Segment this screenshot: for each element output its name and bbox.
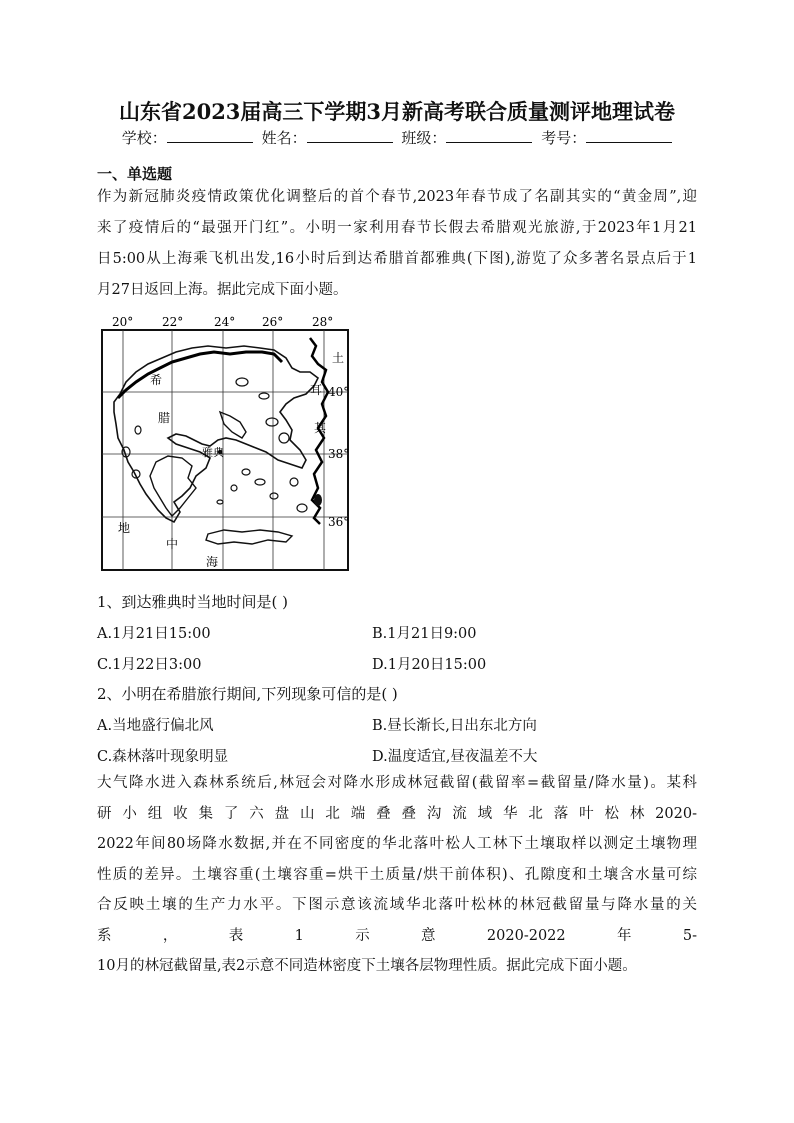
passage-2-line: 合反映土壤的生产力水平。下图示意该流域华北落叶松林的林冠截留量与降水量的关 [97,897,697,913]
q2-option-d[interactable]: D.温度适宜,昼夜温差不大 [372,749,538,765]
passage-1 [97,182,697,306]
student-info-row [0,127,794,148]
q1-option-a[interactable]: A.1月21日15:00 [97,626,211,642]
passage-2-line: 性质的差异。土壤容重(土壤容重=烘干土质量/烘干前体积)、孔隙度和土壤含水量可综 [97,866,697,883]
q2-option-c[interactable]: C.森林落叶现象明显 [97,749,229,765]
school-label: 学校： [121,129,167,147]
passage-2-line: 2022年间80场降水数据,并在不同密度的华北落叶松人工林下土壤取样以测定土壤物理 [97,836,697,852]
place-label: 其 [314,421,327,435]
q1-option-d[interactable]: D.1月20日15:00 [372,657,487,673]
lat-label: 38° [328,447,350,461]
q2-option-a[interactable]: A.当地盛行偏北风 [97,718,214,734]
lon-label: 22° [162,315,184,329]
exam-no-label: 考号： [541,129,587,147]
lat-label: 36° [328,515,350,529]
passage-1-line: 月27日返回上海。据此完成下面小题。 [97,282,348,298]
class-label: 班级： [401,129,447,147]
rhodes [314,494,322,506]
place-label: 腊 [158,411,171,425]
lon-label: 26° [262,315,284,329]
place-label: 希 [150,373,163,387]
passage-2-line: 系，表1示意2020-2022年5- [97,927,697,944]
passage-2-line: 研小组收集了六盘山北端叠叠沟流域华北落叶松林2020- [97,805,697,822]
exam-no-blank[interactable] [586,128,672,143]
lon-label: 24° [214,315,236,329]
q1-option-c[interactable]: C.1月22日3:00 [97,657,202,673]
place-label: 中 [166,537,179,551]
class-blank[interactable] [446,128,532,143]
q1-option-b[interactable]: B.1月21日9:00 [372,626,477,642]
section-title: 一、单选题 [97,165,173,183]
place-label: 耳 [310,383,323,397]
name-label: 姓名： [261,129,307,147]
passage-1-line: 日5:00从上海乘飞机出发,16小时后到达希腊首都雅典(下图),游览了众多著名景点后于1 [97,251,697,267]
place-label: 雅典 [202,446,224,459]
lon-label: 28° [312,315,334,329]
passage-1-line: 来了疫情后的“最强开门红”。小明一家利用春节长假去希腊观光旅游,于2023年1月21 [97,220,697,236]
passage-2 [97,768,697,982]
place-label: 土 [332,351,345,365]
passage-1-line: 作为新冠肺炎疫情政策优化调整后的首个春节,2023年春节成了名副其实的“黄金周”,迎 [97,189,697,205]
passage-2-line: 大气降水进入森林系统后,林冠会对降水形成林冠截留(截留率=截留量/降水量)。某科 [97,775,697,791]
place-label: 地 [118,521,131,535]
exam-title: 山东省2023届高三下学期3月新高考联合质量测评地理试卷 [118,99,676,124]
question-2-stem: 2、小明在希腊旅行期间,下列现象可信的是( ) [97,685,398,703]
school-blank[interactable] [167,128,253,143]
greece-map [96,312,358,574]
place-label: 海 [206,555,219,569]
question-1-stem: 1、到达雅典时当地时间是( ) [97,593,289,611]
lon-label: 20° [112,315,134,329]
passage-2-line: 10月的林冠截留量,表2示意不同造林密度下土壤各层物理性质。据此完成下面小题。 [97,958,637,974]
lat-label: 40° [328,385,350,399]
name-blank[interactable] [307,128,393,143]
q2-option-b[interactable]: B.昼长渐长,日出东北方向 [372,718,537,734]
map-frame [102,330,348,570]
